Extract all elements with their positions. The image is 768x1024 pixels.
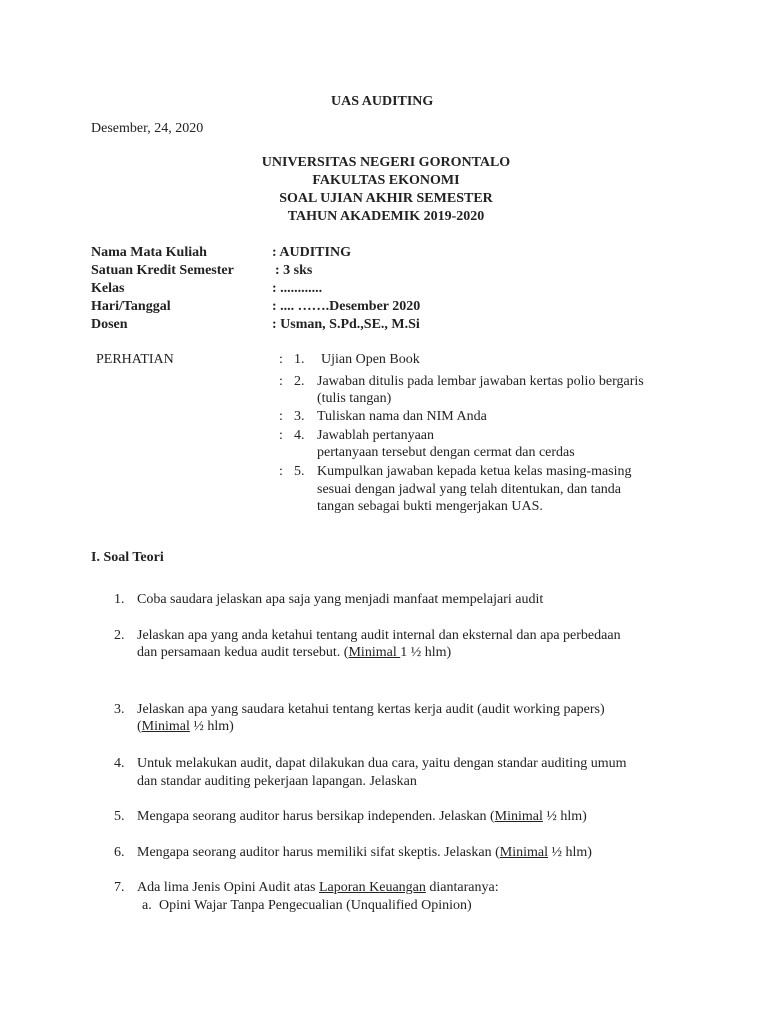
university-name: UNIVERSITAS NEGERI GORONTALO bbox=[261, 155, 511, 170]
underlined-text: Laporan Keuangan bbox=[318, 880, 426, 895]
info-label: Nama Mata Kuliah bbox=[91, 245, 207, 260]
text-segment: dan persamaan kedua audit tersebut. ( bbox=[137, 645, 349, 660]
info-label: Hari/Tanggal bbox=[91, 299, 171, 314]
attention-item-text: Tuliskan nama dan NIM Anda bbox=[317, 409, 487, 424]
attention-colon: : bbox=[279, 464, 283, 479]
text-segment: ½ hlm) bbox=[542, 809, 587, 824]
underlined-text: Minimal bbox=[141, 719, 190, 734]
text-segment: ( bbox=[137, 719, 142, 734]
info-label: Kelas bbox=[91, 281, 125, 296]
text-segment: 1 ½ hlm) bbox=[400, 645, 452, 660]
attention-item-number: 1. bbox=[294, 352, 305, 367]
exam-name: SOAL UJIAN AKHIR SEMESTER bbox=[279, 191, 493, 206]
attention-item-number: 5. bbox=[294, 464, 305, 479]
attention-item-text: Kumpulkan jawaban kepada ketua kelas masing-masing bbox=[317, 464, 632, 479]
text-segment: ½ hlm) bbox=[189, 719, 234, 734]
section-heading: I. Soal Teori bbox=[91, 550, 164, 565]
info-value: : .... …….Desember 2020 bbox=[272, 299, 421, 314]
question-number: 4. bbox=[114, 756, 125, 771]
question-number: 5. bbox=[114, 809, 125, 824]
attention-item-text: sesuai dengan jadwal yang telah ditentukan, dan tanda bbox=[317, 482, 622, 497]
question-number: 6. bbox=[114, 845, 125, 860]
info-value: : 3 sks bbox=[275, 263, 313, 278]
attention-item-number: 4. bbox=[294, 428, 305, 443]
text-segment: ½ hlm) bbox=[547, 845, 592, 860]
attention-item-text: pertanyaan tersebut dengan cermat dan cerdas bbox=[317, 445, 575, 460]
question-text: Jelaskan apa yang saudara ketahui tentang kertas kerja audit (audit working papers) bbox=[137, 702, 605, 717]
attention-colon: : bbox=[279, 352, 283, 367]
question-text: dan standar auditing pekerjaan lapangan. Jelaskan bbox=[137, 774, 417, 789]
info-value: : Usman, S.Pd.,SE., M.Si bbox=[272, 317, 420, 332]
faculty-name: FAKULTAS EKONOMI bbox=[312, 173, 460, 188]
attention-item-number: 2. bbox=[294, 374, 305, 389]
attention-item-number: 3. bbox=[294, 409, 305, 424]
attention-item-text: Ujian Open Book bbox=[321, 352, 420, 367]
sub-item-letter: a. bbox=[142, 898, 152, 913]
info-label: Dosen bbox=[91, 317, 128, 332]
question-number: 1. bbox=[114, 592, 125, 607]
question-text-line bbox=[137, 645, 451, 661]
question-text: Jelaskan apa yang anda ketahui tentang audit internal dan eksternal dan apa perbedaan bbox=[137, 628, 621, 643]
info-value: : AUDITING bbox=[272, 245, 351, 260]
attention-colon: : bbox=[279, 374, 283, 389]
text-segment: Ada lima Jenis Opini Audit atas bbox=[137, 880, 319, 895]
document-date: Desember, 24, 2020 bbox=[91, 121, 204, 136]
attention-colon: : bbox=[279, 428, 283, 443]
underlined-text: Minimal bbox=[499, 845, 548, 860]
attention-item-text: (tulis tangan) bbox=[317, 391, 392, 406]
info-label: Satuan Kredit Semester bbox=[91, 263, 234, 278]
question-text-line bbox=[137, 809, 587, 825]
document-title: UAS AUDITING bbox=[331, 94, 434, 109]
text-segment: Mengapa seorang auditor harus memiliki sifat skeptis. Jelaskan ( bbox=[137, 845, 500, 860]
underlined-text: Minimal bbox=[348, 645, 401, 660]
attention-item-text: tangan sebagai bukti mengerjakan UAS. bbox=[317, 499, 543, 514]
attention-item-text: Jawaban ditulis pada lembar jawaban kertas polio bergaris bbox=[317, 374, 644, 389]
question-number: 2. bbox=[114, 628, 125, 643]
question-text: Coba saudara jelaskan apa saja yang menjadi manfaat mempelajari audit bbox=[137, 592, 544, 607]
attention-colon: : bbox=[279, 409, 283, 424]
sub-item-text: Opini Wajar Tanpa Pengecualian (Unqualified Opinion) bbox=[159, 898, 472, 913]
question-text-line bbox=[137, 719, 234, 735]
question-text: Untuk melakukan audit, dapat dilakukan dua cara, yaitu dengan standar auditing umum bbox=[137, 756, 627, 771]
academic-year: TAHUN AKADEMIK 2019-2020 bbox=[287, 209, 485, 224]
question-text-line bbox=[137, 880, 499, 896]
text-segment: Mengapa seorang auditor harus bersikap independen. Jelaskan ( bbox=[137, 809, 495, 824]
info-value: : ............ bbox=[272, 281, 323, 296]
underlined-text: Minimal bbox=[494, 809, 543, 824]
question-number: 7. bbox=[114, 880, 125, 895]
question-number: 3. bbox=[114, 702, 125, 717]
text-segment: diantaranya: bbox=[425, 880, 499, 895]
attention-label: PERHATIAN bbox=[96, 352, 174, 367]
attention-item-text: Jawablah pertanyaan bbox=[317, 428, 434, 443]
question-text-line bbox=[137, 845, 592, 861]
